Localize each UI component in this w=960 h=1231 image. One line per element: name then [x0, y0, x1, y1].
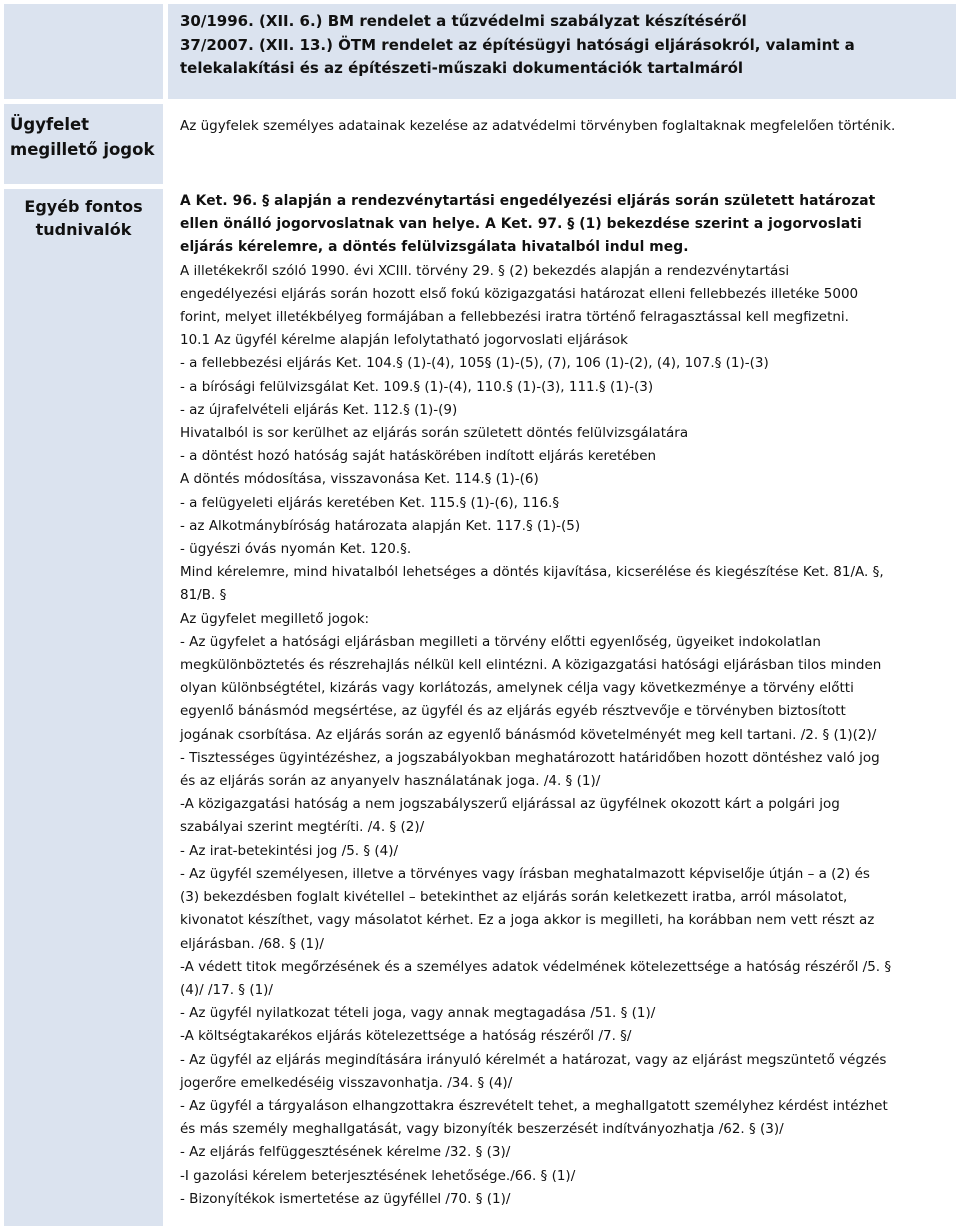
text-line: - Az irat-betekintési jog /5. § (4)/	[180, 842, 399, 859]
text-line: - Az eljárás felfüggesztésének kérelme /32. § (3)/	[180, 1144, 511, 1161]
client-rights-text: Az ügyfelek személyes adatainak kezelése az adatvédelmi törvényben foglaltaknak megfelelően történik.	[168, 104, 956, 184]
bold-paragraph-line: ellen önálló jogorvoslatnak van helye. A Ket. 97. § (1) bekezdése szerint a jogorvoslati	[180, 216, 862, 233]
text-line: - a fellebbezési eljárás Ket. 104.§ (1)-(4), 105§ (1)-(5), (7), 106 (1)-(2), (4), 107.§ (1)-(3)	[180, 355, 769, 372]
text-line: - Bizonyítékok ismertetése az ügyféllel /70. § (1)/	[180, 1190, 511, 1207]
text-line: - a bírósági felülvizsgálat Ket. 109.§ (1)-(4), 110.§ (1)-(3), 111.§ (1)-(3)	[180, 378, 654, 395]
text-line: és más személy meghallgatását, vagy bizonyíték beszerzését indítványozhatja /62. § (3)/	[180, 1121, 784, 1138]
info-table	[4, 4, 956, 1231]
bold-paragraph-line: eljárás kérelemre, a döntés felülvizsgálata hivatalból indul meg.	[180, 239, 689, 256]
text-line: szabályai szerint megtéríti. /4. § (2)/	[180, 819, 425, 836]
legislation-line: 37/2007. (XII. 13.) ÖTM rendelet az építésügyi hatósági eljárásokról, valamint a	[180, 35, 855, 54]
header-legislation-cell	[168, 4, 956, 99]
text-line: olyan különbségtétel, kizárás vagy korlátozás, amelynek célja vagy következménye a törvény előtti	[180, 680, 854, 697]
text-line: eljárásban. /68. § (1)/	[180, 935, 324, 952]
text-line: engedélyezési eljárás során hozott első fokú közigazgatási határozat elleni fellebbezés illetéke 5000	[180, 285, 859, 302]
text-line: megkülönböztetés és részrehajlás nélkül kell elintézni. A közigazgatási hatósági eljárásban tilos minden	[180, 657, 882, 674]
other-info-text	[168, 189, 956, 1226]
text-line: egyenlő bánásmód megsértése, az ügyfél és az eljárás egyéb résztvevője e törvényben biztosított	[180, 703, 846, 720]
text-line: - Az ügyfél személyesen, illetve a törvényes vagy írásban meghatalmazott képviselője útján – a (2) és	[180, 865, 870, 882]
text-line: Hivatalból is sor kerülhet az eljárás során született döntés felülvizsgálatára	[180, 425, 689, 442]
text-line: (4)/ /17. § (1)/	[180, 981, 273, 998]
other-info-label: Egyéb fontos tudnivalók	[4, 189, 168, 1226]
text-line: -A védett titok megőrzésének és a személyes adatok védelmének kötelezettsége a hatóság részéről /5. §	[180, 958, 892, 975]
text-line: (3) bekezdésben foglalt kivétellel – betekinthet az eljárás során keletkezett iratba, arról másolatot,	[180, 889, 848, 906]
text-line: kivonatot készíthet, vagy másolatot kérhet. Ez a joga akkor is megilleti, ha korábban nem vett részt az	[180, 912, 875, 929]
text-line: -A költségtakarékos eljárás kötelezettsége a hatóság részéről /7. §/	[180, 1028, 632, 1045]
text-line: - Az ügyfelet a hatósági eljárásban megilleti a törvény előtti egyenlőség, ügyeiket indokolatlan	[180, 633, 821, 650]
legislation-line: 30/1996. (XII. 6.) BM rendelet a tűzvédelmi szabályzat készítéséről	[180, 12, 747, 30]
text-line: - ügyészi óvás nyomán Ket. 120.§.	[180, 541, 412, 558]
client-rights-label: Ügyfelet megillető jogok	[4, 104, 168, 184]
bold-paragraph-line: A Ket. 96. § alapján a rendezvénytartási engedélyezési eljárás során született határozat	[180, 193, 876, 209]
text-line: - Az ügyfél nyilatkozat tételi joga, vagy annak megtagadása /51. § (1)/	[180, 1005, 656, 1022]
text-line: 81/B. §	[180, 587, 227, 604]
text-line: - Az ügyfél az eljárás megindítására irányuló kérelmét a határozat, vagy az eljárást megszüntető végzés	[180, 1051, 887, 1068]
body-lines	[180, 260, 950, 1211]
text-line: jogának csorbítása. Az eljárás során az egyenlő bánásmód követelményét meg kell tartani. /2. § (1)(2)/	[180, 726, 877, 743]
text-line: - az újrafelvételi eljárás Ket. 112.§ (1)-(9)	[180, 401, 458, 418]
text-line: - Az ügyfél a tárgyaláson elhangzottakra észrevételt tehet, a meghallgatott személyhez kérdést intézhet	[180, 1097, 888, 1114]
header-row	[4, 4, 956, 104]
legislation-line: telekalakítási és az építészeti-műszaki dokumentációk tartalmáról	[180, 59, 744, 77]
text-line: -A közigazgatási hatóság a nem jogszabályszerű eljárással az ügyfélnek okozott kárt a polgári jog	[180, 796, 840, 813]
text-line: Az ügyfelet megillető jogok:	[180, 610, 370, 627]
text-line: - Tisztességes ügyintézéshez, a jogszabályokban meghatározott határidőben hozott döntéshez való jog	[180, 749, 880, 766]
other-info-row	[4, 189, 956, 1231]
text-line: 10.1 Az ügyfél kérelme alapján lefolytatható jogorvoslati eljárások	[180, 332, 628, 349]
header-label-cell	[4, 4, 168, 99]
client-rights-row	[4, 104, 956, 189]
text-line: és az eljárás során az anyanyelv használatának joga. /4. § (1)/	[180, 773, 601, 790]
text-line: forint, melyet illetékbélyeg formájában a fellebbezési iratra történő felragasztással kell megfizetni.	[180, 309, 849, 326]
text-line: - a felügyeleti eljárás keretében Ket. 115.§ (1)-(6), 116.§	[180, 494, 560, 511]
text-line: jogerőre emelkedéséig visszavonhatja. /34. § (4)/	[180, 1074, 513, 1091]
text-line: - a döntést hozó hatóság saját hatáskörében indított eljárás keretében	[180, 448, 657, 465]
text-line: A döntés módosítása, visszavonása Ket. 114.§ (1)-(6)	[180, 471, 539, 488]
text-line: - az Alkotmánybíróság határozata alapján Ket. 117.§ (1)-(5)	[180, 517, 581, 534]
text-line: -I gazolási kérelem beterjesztésének lehetősége./66. § (1)/	[180, 1167, 576, 1184]
text-line: Mind kérelemre, mind hivatalból lehetséges a döntés kijavítása, kicserélése és kiegészítése Ket. 81/A. §,	[180, 564, 884, 581]
text-line: A illetékekről szóló 1990. évi XCIII. törvény 29. § (2) bekezdés alapján a rendezvénytartási	[180, 262, 790, 279]
